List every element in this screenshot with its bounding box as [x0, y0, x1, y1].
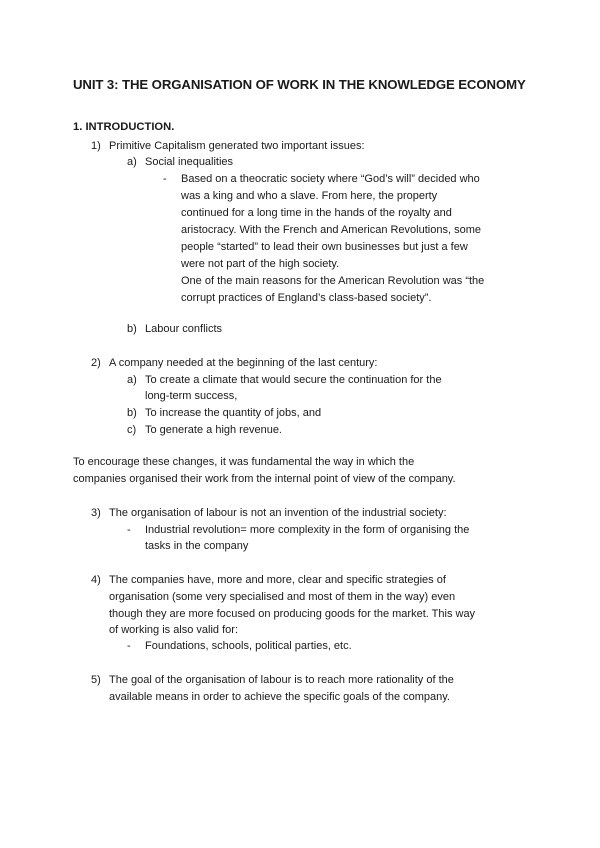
list-item-text: The organisation of labour is not an invention of the industrial society:	[109, 507, 447, 519]
paragraph-line: corrupt practices of England’s class-based society”.	[181, 292, 432, 304]
list-marker: 3)	[91, 507, 101, 519]
paragraph-line: was a king and who a slave. From here, the property	[181, 190, 438, 202]
list-item-text: A company needed at the beginning of the last century:	[109, 357, 378, 369]
sublist-item-text: To create a climate that would secure the continuation for the	[145, 374, 442, 386]
list-item-text: Primitive Capitalism generated two important issues:	[109, 140, 365, 152]
paragraph-line: people “started” to lead their own businesses but just a few	[181, 241, 468, 253]
list-item-text: of working is also valid for:	[109, 624, 238, 636]
paragraph-line: One of the main reasons for the American Revolution was “the	[181, 275, 485, 287]
sublist-marker: b)	[127, 407, 137, 419]
dash-bullet: -	[127, 524, 131, 536]
list-item-text: The companies have, more and more, clear and specific strategies of	[109, 574, 446, 586]
list-item-text: available means in order to achieve the specific goals of the company.	[109, 691, 450, 703]
sublist-item-text: long-term success,	[145, 390, 238, 402]
list-marker: 4)	[91, 574, 101, 586]
list-item-text: The goal of the organisation of labour is to reach more rationality of the	[109, 674, 454, 686]
sublist-marker: a)	[127, 156, 137, 168]
sublist-marker: b)	[127, 323, 137, 335]
sublist-item-text: Industrial revolution= more complexity in the form of organising the	[145, 524, 470, 536]
sublist-item-text: Foundations, schools, political parties, etc.	[145, 640, 352, 652]
sublist-item-text: Social inequalities	[145, 156, 234, 168]
sublist-item-text: To generate a high revenue.	[145, 424, 282, 436]
paragraph-line: aristocracy. With the French and American Revolutions, some	[181, 224, 481, 236]
dash-bullet: -	[163, 173, 167, 185]
list-marker: 1)	[91, 140, 101, 152]
sublist-marker: a)	[127, 374, 137, 386]
sublist-marker: c)	[127, 424, 137, 436]
paragraph-line: To encourage these changes, it was fundamental the way in which the	[73, 456, 415, 468]
dash-bullet: -	[127, 640, 131, 652]
list-item-text: organisation (some very specialised and most of them in the way) even	[109, 591, 456, 603]
list-marker: 2)	[91, 357, 101, 369]
paragraph-line: companies organised their work from the internal point of view of the company.	[73, 473, 456, 485]
sublist-item-text: To increase the quantity of jobs, and	[145, 407, 322, 419]
paragraph-line: Based on a theocratic society where “God’s will” decided who	[181, 173, 480, 185]
section-heading: 1. INTRODUCTION.	[73, 121, 175, 133]
page-title: UNIT 3: THE ORGANISATION OF WORK IN THE KNOWLEDGE ECONOMY	[73, 77, 526, 92]
list-item-text: though they are more focused on producing goods for the market. This way	[109, 608, 476, 620]
list-marker: 5)	[91, 674, 101, 686]
sublist-item-text: Labour conflicts	[145, 323, 223, 335]
sublist-item-text: tasks in the company	[145, 540, 249, 552]
paragraph-line: were not part of the high society.	[181, 258, 340, 270]
paragraph-line: continued for a long time in the hands of the royalty and	[181, 207, 452, 219]
